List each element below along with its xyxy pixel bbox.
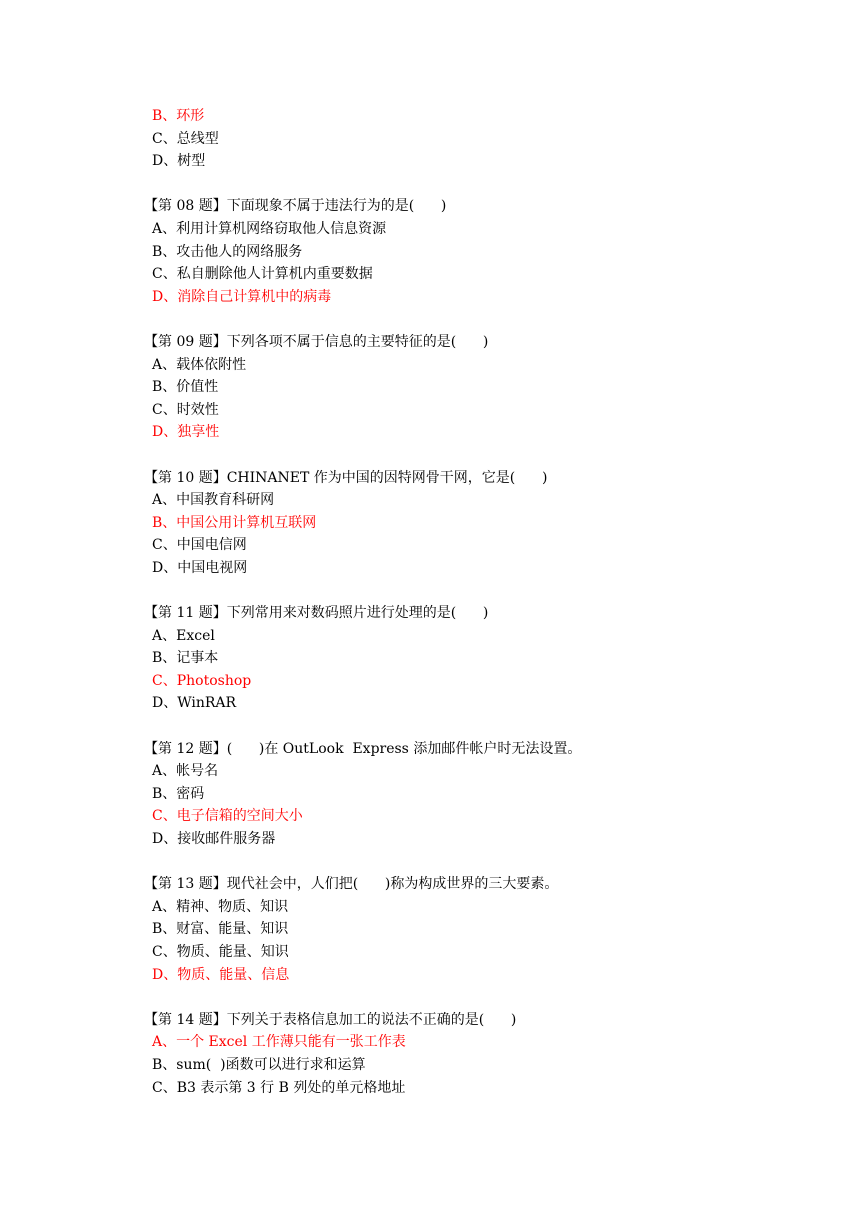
answer-option: B、财富、能量、知识 — [152, 921, 289, 938]
block-spacer — [152, 173, 712, 196]
block-spacer — [152, 715, 712, 738]
question-title: 【第 08 题】下面现象不属于违法行为的是( ) — [144, 198, 447, 215]
block-spacer — [152, 308, 712, 331]
answer-option: B、价值性 — [152, 379, 219, 396]
answer-option: A、利用计算机网络窃取他人信息资源 — [152, 220, 387, 237]
correct-answer-option: A、一个 Excel 工作薄只能有一张工作表 — [152, 1034, 406, 1051]
correct-answer-option: B、中国公用计算机互联网 — [152, 514, 317, 531]
question-block — [144, 738, 712, 851]
answer-option: C、总线型 — [152, 130, 219, 147]
question-block — [152, 105, 712, 173]
block-spacer — [152, 579, 712, 602]
block-spacer — [152, 986, 712, 1009]
answer-option: C、B3 表示第 3 行 B 列处的单元格地址 — [152, 1079, 406, 1096]
question-title: 【第 14 题】下列关于表格信息加工的说法不正确的是( ) — [144, 1011, 517, 1028]
question-block — [144, 873, 712, 986]
question-block — [144, 195, 712, 308]
answer-option: A、中国教育科研网 — [152, 492, 275, 509]
answer-option: C、物质、能量、知识 — [152, 943, 289, 960]
answer-option: B、sum( )函数可以进行求和运算 — [152, 1056, 366, 1073]
answer-option: C、时效性 — [152, 401, 219, 418]
question-title: 【第 11 题】下列常用来对数码照片进行处理的是( ) — [144, 605, 489, 622]
answer-option: D、中国电视网 — [152, 559, 248, 576]
question-block — [144, 467, 712, 580]
correct-answer-option: D、独享性 — [152, 424, 220, 441]
question-block — [144, 1009, 712, 1099]
correct-answer-option: C、Photoshop — [152, 672, 252, 689]
correct-answer-option: C、电子信箱的空间大小 — [152, 808, 303, 825]
answer-option: A、帐号名 — [152, 763, 219, 780]
answer-option: A、Excel — [152, 627, 215, 644]
answer-option: C、中国电信网 — [152, 537, 247, 554]
answer-option: A、载体依附性 — [152, 356, 247, 373]
answer-option: B、记事本 — [152, 650, 219, 667]
correct-answer-option: D、消除自己计算机中的病毒 — [152, 288, 332, 305]
question-block — [144, 331, 712, 444]
answer-option: B、密码 — [152, 785, 205, 802]
block-spacer — [152, 851, 712, 874]
correct-answer-option: B、环形 — [152, 108, 205, 124]
answer-option: D、WinRAR — [152, 695, 237, 712]
correct-answer-option: D、物质、能量、信息 — [152, 966, 290, 983]
answer-option: D、接收邮件服务器 — [152, 831, 276, 847]
quiz-document — [144, 105, 712, 1099]
block-spacer — [152, 444, 712, 467]
question-block — [144, 602, 712, 715]
question-title: 【第 12 题】( )在 OutLook Express 添加邮件帐户时无法设置。 — [144, 740, 582, 757]
question-title: 【第 13 题】现代社会中，人们把( )称为构成世界的三大要素。 — [144, 876, 559, 893]
question-title: 【第 09 题】下列各项不属于信息的主要特征的是( ) — [144, 333, 489, 350]
answer-option: C、私自删除他人计算机内重要数据 — [152, 266, 373, 283]
answer-option: B、攻击他人的网络服务 — [152, 243, 303, 260]
answer-option: D、树型 — [152, 153, 206, 170]
answer-option: A、精神、物质、知识 — [152, 898, 289, 915]
question-title: 【第 10 题】CHINANET 作为中国的因特网骨干网，它是( ) — [144, 469, 548, 486]
